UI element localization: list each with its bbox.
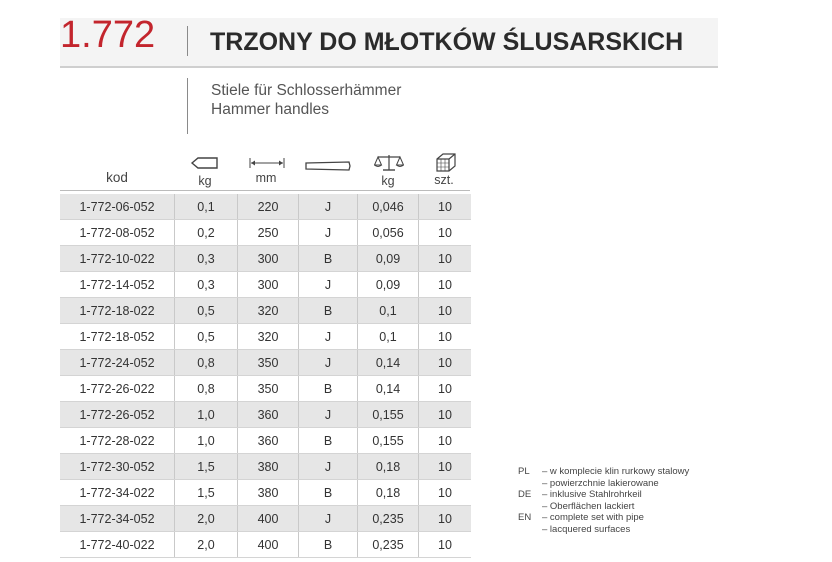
- cell-kod: 1-772-06-052: [60, 194, 175, 220]
- column-header-kod: kod: [106, 170, 128, 185]
- cell-qty: 10: [419, 194, 472, 220]
- cell-weight: 1,5: [175, 454, 238, 480]
- cell-qty: 10: [419, 350, 472, 376]
- cell-weight: 0,8: [175, 350, 238, 376]
- table-row: [60, 350, 471, 376]
- table-row: [60, 428, 471, 454]
- cell-kod: 1-772-08-052: [60, 220, 175, 246]
- cell-mass: 0,235: [358, 506, 419, 532]
- cell-weight: 1,0: [175, 402, 238, 428]
- cell-type: J: [299, 324, 358, 350]
- cell-kod: 1-772-18-052: [60, 324, 175, 350]
- cell-mass: 0,09: [358, 272, 419, 298]
- cell-type: J: [299, 350, 358, 376]
- cell-qty: 10: [419, 402, 472, 428]
- table-row: [60, 402, 471, 428]
- table-row: [60, 480, 471, 506]
- cell-qty: 10: [419, 246, 472, 272]
- cell-kod: 1-772-26-052: [60, 402, 175, 428]
- cell-mass: 0,056: [358, 220, 419, 246]
- column-header-weight-unit: kg: [198, 174, 212, 188]
- note-language: EN: [518, 512, 532, 523]
- cell-weight: 0,3: [175, 272, 238, 298]
- cell-length: 360: [238, 428, 299, 454]
- cell-weight: 0,5: [175, 298, 238, 324]
- cell-mass: 0,18: [358, 454, 419, 480]
- cell-kod: 1-772-30-052: [60, 454, 175, 480]
- cell-kod: 1-772-34-052: [60, 506, 175, 532]
- cell-type: B: [299, 298, 358, 324]
- cell-qty: 10: [419, 480, 472, 506]
- length-arrow-icon: [249, 157, 285, 169]
- table-row: [60, 532, 471, 558]
- table-row: [60, 324, 471, 350]
- scale-icon: [374, 153, 404, 173]
- cell-mass: 0,155: [358, 428, 419, 454]
- page-title: TRZONY DO MŁOTKÓW ŚLUSARSKICH: [210, 28, 684, 56]
- cell-weight: 2,0: [175, 532, 238, 558]
- cell-mass: 0,14: [358, 350, 419, 376]
- column-header-qty-unit: szt.: [434, 173, 454, 187]
- cell-kod: 1-772-34-022: [60, 480, 175, 506]
- cell-qty: 10: [419, 506, 472, 532]
- cell-qty: 10: [419, 454, 472, 480]
- cell-length: 220: [238, 194, 299, 220]
- cell-weight: 0,8: [175, 376, 238, 402]
- cell-type: J: [299, 272, 358, 298]
- cell-mass: 0,14: [358, 376, 419, 402]
- cell-mass: 0,155: [358, 402, 419, 428]
- note-line: [518, 512, 689, 524]
- cell-kod: 1-772-14-052: [60, 272, 175, 298]
- subtitle-separator: [187, 78, 188, 134]
- table-row: [60, 246, 471, 272]
- cell-length: 320: [238, 324, 299, 350]
- header-divider: [60, 66, 718, 68]
- cell-length: 400: [238, 506, 299, 532]
- cell-mass: 0,235: [358, 532, 419, 558]
- product-table: [60, 194, 471, 558]
- cell-weight: 0,2: [175, 220, 238, 246]
- cell-kod: 1-772-24-052: [60, 350, 175, 376]
- box-icon: [435, 153, 457, 173]
- cell-weight: 0,1: [175, 194, 238, 220]
- cell-type: J: [299, 506, 358, 532]
- cell-length: 380: [238, 480, 299, 506]
- column-header-mass-unit: kg: [381, 174, 395, 188]
- cell-mass: 0,18: [358, 480, 419, 506]
- cell-length: 380: [238, 454, 299, 480]
- handle-icon: [305, 160, 351, 172]
- cell-qty: 10: [419, 298, 472, 324]
- cell-qty: 10: [419, 376, 472, 402]
- note-text: – complete set with pipe: [542, 512, 644, 523]
- cell-mass: 0,046: [358, 194, 419, 220]
- note-line: [518, 466, 689, 478]
- cell-weight: 0,5: [175, 324, 238, 350]
- table-row: [60, 194, 471, 220]
- cell-mass: 0,09: [358, 246, 419, 272]
- cell-qty: 10: [419, 220, 472, 246]
- cell-length: 320: [238, 298, 299, 324]
- cell-kod: 1-772-40-022: [60, 532, 175, 558]
- cell-type: B: [299, 480, 358, 506]
- cell-weight: 1,5: [175, 480, 238, 506]
- table-row: [60, 298, 471, 324]
- cell-type: B: [299, 428, 358, 454]
- cell-qty: 10: [419, 324, 472, 350]
- note-line: [518, 489, 689, 501]
- cell-length: 360: [238, 402, 299, 428]
- cell-type: J: [299, 454, 358, 480]
- hammer-head-icon: [190, 156, 220, 170]
- cell-weight: 1,0: [175, 428, 238, 454]
- table-row: [60, 272, 471, 298]
- note-text-continuation: – Oberflächen lackiert: [542, 500, 635, 512]
- cell-type: B: [299, 376, 358, 402]
- cell-kod: 1-772-26-022: [60, 376, 175, 402]
- note-text-continuation: – lacquered surfaces: [542, 523, 631, 535]
- cell-weight: 0,3: [175, 246, 238, 272]
- cell-mass: 0,1: [358, 298, 419, 324]
- cell-type: J: [299, 194, 358, 220]
- cell-type: J: [299, 220, 358, 246]
- note-language: DE: [518, 489, 532, 500]
- header-separator: [187, 26, 188, 56]
- cell-type: J: [299, 402, 358, 428]
- subtitle-english: Hammer handles: [211, 101, 330, 118]
- column-header-length-unit: mm: [255, 171, 277, 185]
- cell-length: 400: [238, 532, 299, 558]
- cell-length: 300: [238, 246, 299, 272]
- note-text-continuation: – powierzchnie lakierowane: [542, 477, 659, 489]
- product-code: 1.772: [60, 14, 156, 56]
- subtitle-german: Stiele für Schlosserhämmer: [211, 82, 402, 99]
- table-row: [60, 220, 471, 246]
- cell-length: 300: [238, 272, 299, 298]
- cell-type: B: [299, 532, 358, 558]
- cell-length: 350: [238, 376, 299, 402]
- cell-kod: 1-772-10-022: [60, 246, 175, 272]
- notes-block: [518, 466, 689, 535]
- cell-kod: 1-772-28-022: [60, 428, 175, 454]
- table-row: [60, 376, 471, 402]
- note-text: – w komplecie klin rurkowy stalowy: [542, 466, 690, 477]
- cell-weight: 2,0: [175, 506, 238, 532]
- cell-mass: 0,1: [358, 324, 419, 350]
- cell-qty: 10: [419, 532, 472, 558]
- cell-qty: 10: [419, 272, 472, 298]
- cell-length: 350: [238, 350, 299, 376]
- table-row: [60, 506, 471, 532]
- cell-type: B: [299, 246, 358, 272]
- table-row: [60, 454, 471, 480]
- cell-qty: 10: [419, 428, 472, 454]
- table-header-divider: [60, 190, 470, 191]
- cell-length: 250: [238, 220, 299, 246]
- note-text: – inklusive Stahlrohrkeil: [542, 489, 642, 500]
- note-language: PL: [518, 466, 530, 477]
- cell-kod: 1-772-18-022: [60, 298, 175, 324]
